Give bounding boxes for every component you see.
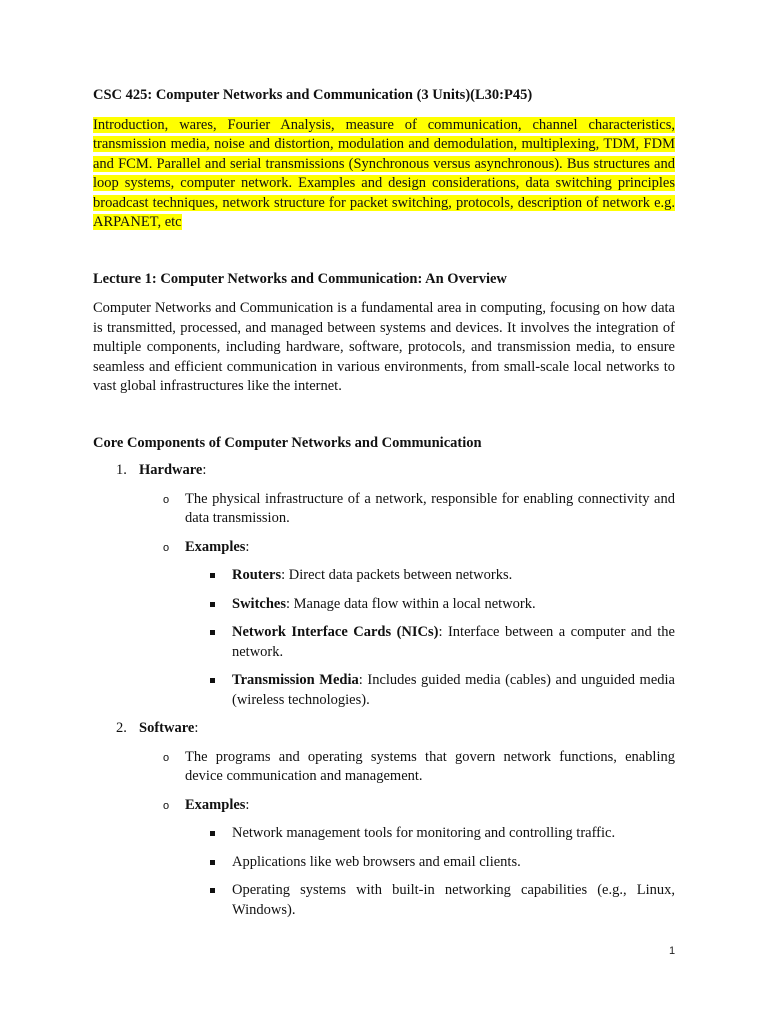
sub-item-description	[93, 490, 675, 529]
list-item-hardware	[93, 461, 675, 481]
list-number: 2.	[116, 720, 127, 736]
square-bullet-icon	[210, 602, 215, 607]
example-item	[93, 853, 675, 873]
list-item-software	[93, 719, 675, 739]
example-text: Operating systems with built-in networking capabilities (e.g., Linux, Windows).	[232, 882, 675, 918]
section-heading: Core Components of Computer Networks and Communication	[93, 434, 482, 451]
example-item	[93, 824, 675, 844]
document-body	[93, 86, 675, 929]
list-heading-colon: :	[202, 462, 207, 478]
square-bullet-icon	[210, 630, 215, 635]
examples-colon: :	[245, 538, 250, 555]
example-term: Network Interface Cards (NICs)	[232, 624, 439, 640]
example-text: : Manage data flow within a local network.	[285, 595, 536, 612]
lecture-title: Lecture 1: Computer Networks and Communication: An Overview	[93, 270, 507, 287]
highlighted-text: Introduction, wares, Fourier Analysis, measure of communication, channel characteristics, transmission media, noise and distortion, modulation and demodulation, multiplexing, TDM, FDM and FCM. Parallel and serial transmissions (Synchronous versus asynchronous). Bus structures and loop systems, computer network. Examples and design considerations, data switching principles broadcast techniques, network structure for packet switching, protocols, description of network e.g. ARPANET, etc	[93, 116, 675, 230]
square-bullet-icon	[210, 678, 215, 683]
circle-bullet-icon: o	[163, 493, 170, 506]
square-bullet-icon	[210, 831, 215, 836]
page-number: 1	[668, 945, 676, 957]
examples-label: Examples	[185, 538, 246, 555]
square-bullet-icon	[210, 888, 215, 893]
list-heading-colon: :	[194, 720, 199, 736]
square-bullet-icon	[210, 860, 215, 865]
sub-item-examples	[93, 538, 675, 558]
example-text: : Includes guided media (cables) and unguided media (wireless technologies).	[232, 672, 675, 708]
sub-item-text: The programs and operating systems that govern network functions, enabling device communication and management.	[185, 748, 675, 784]
circle-bullet-icon: o	[163, 751, 170, 764]
list-heading: Software	[139, 720, 195, 736]
example-term: Transmission Media	[232, 672, 359, 688]
example-text: Network management tools for monitoring and controlling traffic.	[232, 825, 616, 841]
example-text: : Interface between a computer and the network.	[232, 624, 675, 660]
course-title: CSC 425: Computer Networks and Communication (3 Units)(L30:P45)	[93, 87, 533, 103]
square-bullet-icon	[210, 573, 215, 578]
overview-paragraph: Computer Networks and Communication is a fundamental area in computing, focusing on how data is transmitted, processed, and managed between systems and devices. It involves the integration of multiple components, including hardware, software, protocols, and transmission media, to ensure seamless and efficient communication in various environments, from small-scale local networks to vast global infrastructures like the internet.	[93, 300, 675, 394]
circle-bullet-icon: o	[163, 541, 170, 554]
example-term: Switches	[232, 595, 286, 612]
example-term: Routers	[232, 567, 282, 583]
list-number: 1.	[116, 462, 127, 478]
example-text: : Direct data packets between networks.	[281, 567, 513, 583]
example-item	[93, 595, 675, 615]
course-outline-paragraph	[93, 116, 675, 233]
example-text: Applications like web browsers and email clients.	[232, 853, 521, 870]
example-item	[93, 881, 675, 920]
sub-item-text: The physical infrastructure of a network, responsible for enabling connectivity and data transmission.	[185, 490, 675, 526]
sub-item-examples	[93, 796, 675, 816]
examples-label: Examples	[185, 796, 246, 813]
sub-item-description	[93, 748, 675, 787]
circle-bullet-icon: o	[163, 799, 170, 812]
example-item	[93, 566, 675, 586]
example-item	[93, 623, 675, 662]
list-heading: Hardware	[139, 462, 203, 478]
example-item	[93, 671, 675, 710]
examples-colon: :	[245, 796, 250, 813]
